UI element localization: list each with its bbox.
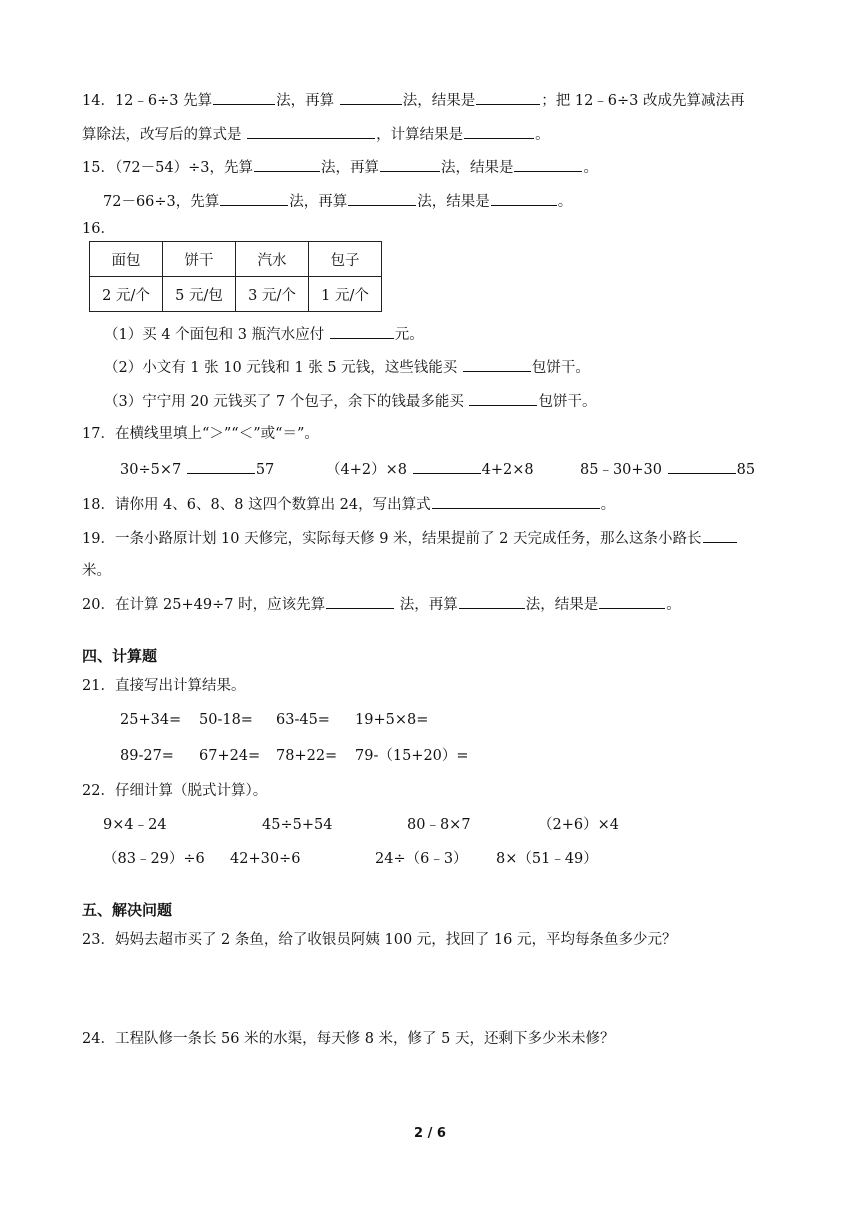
q20-text-b: 法，再算 — [399, 597, 458, 613]
q17-blank-2[interactable] — [413, 459, 481, 474]
q21-text: 21．直接写出计算结果。 — [82, 678, 246, 694]
q19-line1 — [82, 528, 738, 549]
q17-blank-1[interactable] — [187, 459, 255, 474]
q15-blank-1[interactable] — [254, 157, 320, 172]
q19-blank[interactable] — [703, 528, 737, 543]
q14-blank-4[interactable] — [247, 124, 375, 139]
q18-end: 。 — [600, 497, 616, 513]
q15-text-b: 法，再算 — [320, 160, 379, 176]
q22-text: 22．仔细计算（脱式计算）。 — [82, 783, 268, 799]
q17-item-left: 30÷5×7 — [120, 462, 182, 478]
q14-blank-2[interactable] — [340, 90, 402, 105]
q17-item-right: 4+2×8 — [481, 462, 534, 478]
q14-blank-1[interactable] — [213, 90, 275, 105]
q16-blank-1[interactable] — [330, 324, 394, 339]
q16-number: 16． — [82, 221, 115, 237]
q16-blank-2[interactable] — [463, 357, 531, 372]
q14-line1 — [82, 90, 745, 111]
q20-text-c: 法，结果是 — [525, 597, 599, 613]
q22-expr: 24÷（6﹣3） — [375, 851, 468, 867]
q17-text: 17．在横线里填上“＞”“＜”或“＝”。 — [82, 426, 319, 442]
q21-expr: 50-18= — [199, 712, 253, 728]
q17-blank-3[interactable] — [668, 459, 736, 474]
q21-expr: 67+24= — [199, 748, 261, 764]
q18-blank[interactable] — [432, 494, 600, 509]
price-table-cell: 2 元/个 — [90, 277, 163, 312]
q18-text: 18．请你用 4、6、8、8 这四个数算出 24，写出算式 — [82, 497, 431, 513]
q16-sub1-text: （1）买 4 个面包和 3 瓶汽水应付 — [104, 327, 325, 343]
q21-expr: 79-（15+20）= — [355, 748, 469, 764]
q16-sub3-unit: 包饼干。 — [538, 394, 597, 410]
q14-text-a: 14．12﹣6÷3 先算 — [82, 93, 213, 109]
q21-expr: 89-27= — [120, 748, 174, 764]
q17-item-right: 57 — [255, 462, 275, 478]
q15-blank-6[interactable] — [491, 191, 557, 206]
q15-blank-5[interactable] — [348, 191, 416, 206]
price-table-cell: 5 元/包 — [163, 277, 236, 312]
q22-expr: 9×4﹣24 — [103, 817, 167, 833]
q24-text: 24．工程队修一条长 56 米的水渠，每天修 8 米，修了 5 天，还剩下多少米未修？ — [82, 1031, 615, 1047]
q16-sub1-unit: 元。 — [394, 327, 424, 343]
q15-text-e: 72－66÷3，先算 — [103, 194, 220, 210]
q20-blank-1[interactable] — [326, 594, 394, 609]
q15-text-g: 法，结果是 — [417, 194, 490, 210]
q17-item — [580, 459, 755, 480]
price-table-price-row — [90, 277, 382, 312]
q17-item-left: 85﹣30+30 — [580, 462, 663, 478]
q16-sub2-text: （2）小文有 1 张 10 元钱和 1 张 5 元钱，这些钱能买 — [104, 360, 458, 376]
q15-text-a: 15．（72－54）÷3，先算 — [82, 160, 253, 176]
q17-item — [120, 459, 274, 480]
q15-line1 — [82, 157, 598, 178]
q22-expr: （83﹣29）÷6 — [103, 851, 205, 867]
q14-text-g: 。 — [535, 127, 550, 143]
q22-expr: 45÷5+54 — [262, 817, 333, 833]
q22-expr: 8×（51﹣49） — [496, 851, 598, 867]
q16-sub2-unit: 包饼干。 — [531, 360, 590, 376]
page-number: 2 / 6 — [414, 1126, 446, 1141]
q15-text-f: 法，再算 — [289, 194, 348, 210]
q20-blank-2[interactable] — [459, 594, 525, 609]
q17-item-left: （4+2）×8 — [326, 462, 407, 478]
q18-line — [82, 494, 615, 515]
q21-expr: 25+34= — [120, 712, 182, 728]
q17-item-right: 85 — [736, 462, 756, 478]
price-table-header-row — [90, 242, 382, 277]
q14-blank-3[interactable] — [476, 90, 540, 105]
q14-line2 — [82, 124, 550, 145]
q15-line2 — [103, 191, 572, 212]
price-table-header: 饼干 — [163, 242, 236, 277]
q16-sub3 — [104, 391, 596, 412]
q19-line2: 米。 — [82, 563, 111, 579]
q21-expr: 78+22= — [276, 748, 338, 764]
q16-sub3-text: （3）宁宁用 20 元钱买了 7 个包子，余下的钱最多能买 — [104, 394, 464, 410]
q16-sub1 — [104, 324, 424, 345]
price-table-header: 包子 — [309, 242, 382, 277]
q22-expr: 80﹣8×7 — [407, 817, 471, 833]
q20-text-a: 20．在计算 25+49÷7 时，应该先算 — [82, 597, 326, 613]
q20-blank-3[interactable] — [599, 594, 665, 609]
q15-text-h: 。 — [557, 194, 573, 210]
q17-item — [326, 459, 534, 480]
q14-text-c: 法，结果是 — [402, 93, 476, 109]
q15-text-d: 。 — [583, 160, 598, 176]
section5-title: 五、解决问题 — [82, 901, 173, 919]
q14-blank-5[interactable] — [464, 124, 534, 139]
q16-sub2 — [104, 357, 590, 378]
q14-text-d: ；把 12﹣6÷3 改成先算减法再 — [541, 93, 745, 109]
price-table — [89, 241, 382, 312]
q14-text-b: 法，再算 — [276, 93, 335, 109]
price-table-cell: 3 元/个 — [236, 277, 309, 312]
q21-expr: 19+5×8= — [355, 712, 429, 728]
q22-expr: 42+30÷6 — [230, 851, 301, 867]
q22-expr: （2+6）×4 — [538, 817, 619, 833]
q20-line — [82, 594, 681, 615]
q23-text: 23．妈妈去超市买了 2 条鱼，给了收银员阿姨 100 元，找回了 16 元，平均每条鱼多少元？ — [82, 932, 677, 948]
q14-text-e: 算除法，改写后的算式是 — [82, 127, 242, 143]
q20-text-d: 。 — [666, 597, 681, 613]
q14-text-f: ，计算结果是 — [376, 127, 464, 143]
q21-expr: 63-45= — [276, 712, 330, 728]
q15-blank-3[interactable] — [514, 157, 582, 172]
q19-text: 19．一条小路原计划 10 天修完，实际每天修 9 米，结果提前了 2 天完成任务，那么这条小路长 — [82, 531, 702, 547]
q16-blank-3[interactable] — [469, 391, 537, 406]
section4-title: 四、计算题 — [82, 647, 158, 665]
price-table-header: 面包 — [90, 242, 163, 277]
q15-blank-2[interactable] — [380, 157, 440, 172]
price-table-header: 汽水 — [236, 242, 309, 277]
q15-text-c: 法，结果是 — [440, 160, 514, 176]
q15-blank-4[interactable] — [220, 191, 288, 206]
price-table-cell: 1 元/个 — [309, 277, 382, 312]
